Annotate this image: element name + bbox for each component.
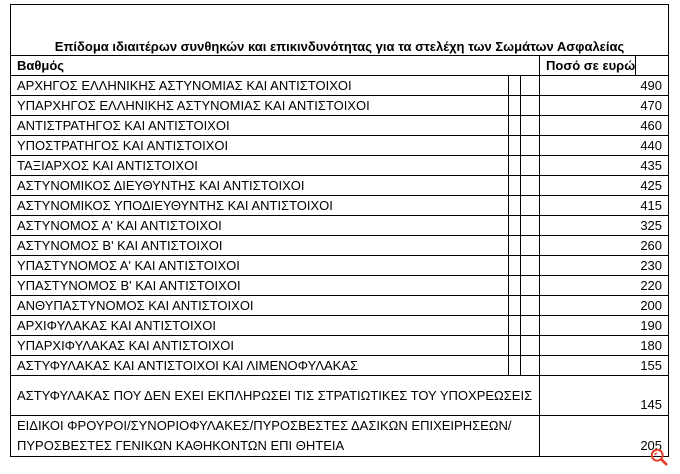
empty-cell (521, 236, 540, 256)
empty-cell (521, 196, 540, 216)
rank-cell: ΕΙΔΙΚΟΙ ΦΡΟΥΡΟΙ/ΣΥΝΟΡΙΟΦΥΛΑΚΕΣ/ΠΥΡΟΣΒΕΣΤΕΣ ΔΑΣΙΚΩΝ ΕΠΙΧΕΙΡΗΣΕΩΝ/ΠΥΡΟΣΒΕΣΤΕΣ ΓΕΝΙΚΩΝ ΚΑΘΗΚΟΝΤΩΝ ΕΠΙ ΘΗΤΕΙΑ (11, 416, 540, 457)
empty-cell (521, 136, 540, 156)
rank-cell: ΥΠΑΡΧΙΦΥΛΑΚΑΣ ΚΑΙ ΑΝΤΙΣΤΟΙΧΟΙ (11, 336, 509, 356)
amount-cell: 205 (540, 416, 669, 457)
empty-cell (509, 216, 521, 236)
table-row (11, 156, 669, 176)
table-row (11, 76, 669, 96)
empty-cell (509, 236, 521, 256)
amount-cell: 415 (540, 196, 669, 216)
amount-cell: 220 (540, 276, 669, 296)
rank-cell: ΑΣΤΥΝΟΜΟΣ Β' ΚΑΙ ΑΝΤΙΣΤΟΙΧΟΙ (11, 236, 509, 256)
amount-cell: 145 (540, 376, 669, 416)
empty-cell (521, 216, 540, 236)
empty-cell (521, 76, 540, 96)
empty-cell (509, 256, 521, 276)
empty-cell (509, 296, 521, 316)
empty-cell (521, 276, 540, 296)
table-row (11, 316, 669, 336)
empty-cell (509, 136, 521, 156)
empty-cell (509, 96, 521, 116)
empty-cell (521, 176, 540, 196)
table-row (11, 116, 669, 136)
amount-cell: 200 (540, 296, 669, 316)
empty-cell (509, 276, 521, 296)
empty-cell (521, 96, 540, 116)
empty-cell (509, 76, 521, 96)
table-row (11, 236, 669, 256)
table-row (11, 216, 669, 236)
table-row (11, 336, 669, 356)
rank-cell: ΑΣΤΥΝΟΜΟΣ Α' ΚΑΙ ΑΝΤΙΣΤΟΙΧΟΙ (11, 216, 509, 236)
header-amount: Ποσό σε ευρώ (540, 56, 636, 76)
rank-cell: ΥΠΑΣΤΥΝΟΜΟΣ Α' ΚΑΙ ΑΝΤΙΣΤΟΙΧΟΙ (11, 256, 509, 276)
table-row (11, 416, 669, 457)
rank-cell: ΑΝΤΙΣΤΡΑΤΗΓΟΣ ΚΑΙ ΑΝΤΙΣΤΟΙΧΟΙ (11, 116, 509, 136)
rank-cell: ΑΣΤΥΦΥΛΑΚΑΣ ΚΑΙ ΑΝΤΙΣΤΟΙΧΟΙ ΚΑΙ ΛΙΜΕΝΟΦΥΛΑΚΑΣ (11, 356, 509, 376)
table-row (11, 96, 669, 116)
amount-cell: 260 (540, 236, 669, 256)
rank-cell: ΤΑΞΙΑΡΧΟΣ ΚΑΙ ΑΝΤΙΣΤΟΙΧΟΙ (11, 156, 509, 176)
table-row (11, 356, 669, 376)
empty-cell (521, 256, 540, 276)
amount-cell: 460 (540, 116, 669, 136)
empty-cell (521, 356, 540, 376)
rank-cell: ΑΡΧΗΓΟΣ ΕΛΛΗΝΙΚΗΣ ΑΣΤΥΝΟΜΙΑΣ ΚΑΙ ΑΝΤΙΣΤΟΙΧΟΙ (11, 76, 509, 96)
empty-cell (521, 296, 540, 316)
document-sheet (10, 4, 674, 472)
magnifier-logo-icon (650, 448, 668, 466)
rank-cell: ΥΠΑΡΧΗΓΟΣ ΕΛΛΗΝΙΚΗΣ ΑΣΤΥΝΟΜΙΑΣ ΚΑΙ ΑΝΤΙΣΤΟΙΧΟΙ (11, 96, 509, 116)
table-row (11, 276, 669, 296)
empty-cell (521, 316, 540, 336)
empty-cell (509, 356, 521, 376)
empty-cell (509, 176, 521, 196)
allowance-table (10, 4, 669, 457)
empty-cell (509, 336, 521, 356)
rank-cell: ΑΣΤΥΝΟΜΙΚΟΣ ΔΙΕΥΘΥΝΤΗΣ ΚΑΙ ΑΝΤΙΣΤΟΙΧΟΙ (11, 176, 509, 196)
header-spacer (636, 56, 669, 76)
amount-cell: 425 (540, 176, 669, 196)
amount-cell: 180 (540, 336, 669, 356)
rank-cell: ΑΡΧΙΦΥΛΑΚΑΣ ΚΑΙ ΑΝΤΙΣΤΟΙΧΟΙ (11, 316, 509, 336)
empty-cell (521, 336, 540, 356)
rank-cell: ΑΣΤΥΦΥΛΑΚΑΣ ΠΟΥ ΔΕΝ ΕΧΕΙ ΕΚΠΛΗΡΩΣΕΙ ΤΙΣ ΣΤΡΑΤΙΩΤΙΚΕΣ ΤΟΥ ΥΠΟΧΡΕΩΣΕΙΣ (11, 376, 540, 416)
amount-cell: 230 (540, 256, 669, 276)
amount-cell: 325 (540, 216, 669, 236)
rank-cell: ΥΠΑΣΤΥΝΟΜΟΣ Β' ΚΑΙ ΑΝΤΙΣΤΟΙΧΟΙ (11, 276, 509, 296)
amount-cell: 470 (540, 96, 669, 116)
rank-cell: ΥΠΟΣΤΡΑΤΗΓΟΣ ΚΑΙ ΑΝΤΙΣΤΟΙΧΟΙ (11, 136, 509, 156)
table-row (11, 256, 669, 276)
table-row (11, 196, 669, 216)
empty-cell (509, 156, 521, 176)
amount-cell: 190 (540, 316, 669, 336)
rank-cell: ΑΣΤΥΝΟΜΙΚΟΣ ΥΠΟΔΙΕΥΘΥΝΤΗΣ ΚΑΙ ΑΝΤΙΣΤΟΙΧΟΙ (11, 196, 509, 216)
amount-cell: 440 (540, 136, 669, 156)
amount-cell: 490 (540, 76, 669, 96)
table-title: Επίδομα ιδιαιτέρων συνθηκών και επικινδυνότητας για τα στελέχη των Σωμάτων Ασφαλείας (11, 5, 669, 56)
empty-cell (509, 196, 521, 216)
table-row (11, 376, 669, 416)
empty-cell (509, 116, 521, 136)
empty-cell (521, 156, 540, 176)
header-rank: Βαθμός (11, 56, 540, 76)
amount-cell: 435 (540, 156, 669, 176)
empty-cell (521, 116, 540, 136)
table-row (11, 136, 669, 156)
table-row (11, 296, 669, 316)
amount-cell: 155 (540, 356, 669, 376)
table-row (11, 176, 669, 196)
rank-cell: ΑΝΘΥΠΑΣΤΥΝΟΜΟΣ ΚΑΙ ΑΝΤΙΣΤΟΙΧΟΙ (11, 296, 509, 316)
empty-cell (509, 316, 521, 336)
